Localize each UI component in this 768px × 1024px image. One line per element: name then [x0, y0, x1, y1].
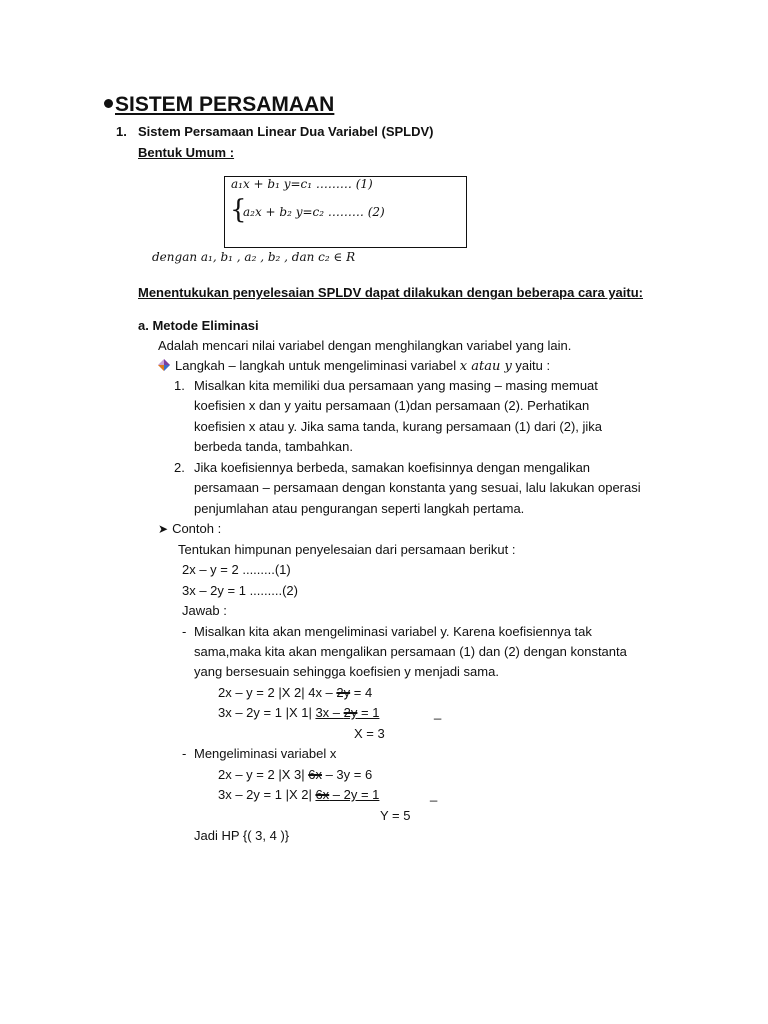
elim-y-row-2: 3x – 2y = 1 |X 1| 3x – 2y = 1 [218, 705, 380, 720]
brace-icon: { [230, 195, 247, 225]
menentukan-heading: Menentukukan penyelesaian SPLDV dapat dilakukan dengan beberapa cara yaitu: [138, 285, 643, 300]
bullet-icon [104, 99, 113, 108]
final-answer: Jadi HP {( 3, 4 )} [194, 828, 290, 843]
elim-x-row-1: 2x – y = 2 |X 3| 6x – 3y = 6 [218, 767, 373, 782]
dash-bullet: - [182, 746, 187, 761]
contoh-equation-2: 3x – 2y = 1 .........(2) [182, 583, 298, 598]
section-number: 1. [116, 124, 127, 139]
step1-number: 1. [174, 378, 185, 393]
step2-line: persamaan – persamaan dengan konstanta yang sesuai, lalu lakukan operasi [194, 480, 641, 495]
step1-line: koefisien x dan y yaitu persamaan (1)dan persamaan (2). Perhatikan [194, 398, 590, 413]
step2-number: 2. [174, 460, 185, 475]
dengan-note: dengan a₁, b₁ , a₂ , b₂ , dan c₂ ∈ R [152, 250, 356, 264]
paragraph-line: yang bersesuain sehingga koefisien y menjadi sama. [194, 664, 499, 679]
metode-description: Adalah mencari nilai variabel dengan menghilangkan variabel yang lain. [158, 338, 572, 353]
page-title [104, 92, 334, 117]
jawab-label: Jawab : [182, 603, 227, 618]
diamond-arrow-icon [158, 359, 170, 371]
step2-line: Jika koefisiennya berbeda, samakan koefisinnya dengan mengalikan [194, 460, 591, 475]
paragraph-line: Misalkan kita akan mengeliminasi variabel y. Karena koefisiennya tak [194, 624, 592, 639]
title-text: SISTEM PERSAMAAN [115, 93, 335, 116]
arrowhead-icon: ➤ [158, 522, 169, 536]
metode-eliminasi-heading: a. Metode Eliminasi [138, 318, 259, 333]
elim-x-row-2: 3x – 2y = 1 |X 2| 6x – 2y = 1 [218, 787, 380, 802]
paragraph-line: Mengeliminasi variabel x [194, 746, 337, 761]
langkah-line: Langkah – langkah untuk mengeliminasi variabel x atau y yaitu : [158, 358, 550, 375]
contoh-equation-1: 2x – y = 2 .........(1) [182, 562, 291, 577]
step1-line: koefisien x atau y. Jika sama tanda, kurang persamaan (1) dari (2), jika [194, 419, 603, 434]
minus-sign: _ [434, 705, 442, 720]
step1-line: Misalkan kita memiliki dua persamaan yang masing – masing memuat [194, 378, 598, 393]
elim-y-row-1: 2x – y = 2 |X 2| 4x – 2y = 4 [218, 685, 373, 700]
general-equation-1: a₁x + b₁ y=c₁ ……… (1) [231, 177, 373, 191]
dash-bullet: - [182, 624, 187, 639]
minus-sign: _ [430, 787, 438, 802]
general-equation-2: a₂x + b₂ y=c₂ ……… (2) [243, 205, 385, 219]
paragraph-line: sama,maka kita akan mengalikan persamaan (1) dan (2) dengan konstanta [194, 644, 627, 659]
x-result: X = 3 [354, 726, 385, 741]
step2-line: penjumlahan atau pengurangan seperti langkah pertama. [194, 501, 525, 516]
contoh-prompt: Tentukan himpunan penyelesaian dari persamaan berikut : [178, 542, 516, 557]
contoh-label-line: ➤ Contoh : [158, 521, 222, 536]
bentuk-umum-label: Bentuk Umum : [138, 145, 235, 160]
section-heading: Sistem Persamaan Linear Dua Variabel (SPLDV) [138, 124, 434, 139]
y-result: Y = 5 [380, 808, 411, 823]
step1-line: berbeda tanda, tambahkan. [194, 439, 354, 454]
